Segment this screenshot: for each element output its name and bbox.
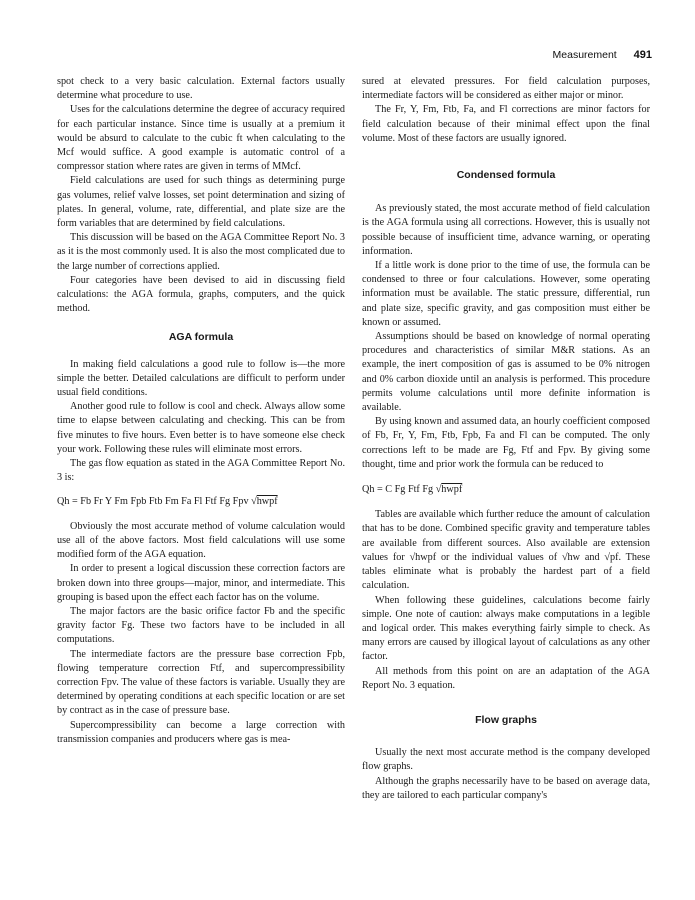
paragraph: The intermediate factors are the pressure base correction Fpb, flowing temperature correction Ftf, and supercompressibility correction Fpv. The value of these factors is variable. Usually they are determined by operating conditions at each specific location or are set by contract as in the case of pressure base.	[57, 648, 345, 717]
paragraph: In making field calculations a good rule to follow is—the more simple the better. Detailed calculations are difficult to perform under usual field conditions.	[57, 358, 345, 399]
paragraph: When following these guidelines, calculations become fairly simple. One note of caution: always make computations in a legible and logical order. This makes everything fairly simple to check. As many errors are caused by illogical layout of calculations as any other factor.	[362, 594, 650, 663]
equation-aga: Qh = Fb Fr Y Fm Fpb Ftb Fm Fa Fl Ftf Fg Fpv √hwpf	[57, 496, 278, 508]
paragraph: Four categories have been devised to aid in discussing field calculations: the AGA formula, graphs, computers, and the quick method.	[57, 274, 345, 315]
paragraph: Usually the next most accurate method is the company developed flow graphs.	[362, 747, 650, 773]
paragraph: If a little work is done prior to the time of use, the formula can be condensed to three or four calculations. However, some operating information must be available. The static pressure, differential, run and plate size, specific gravity, and gas composition must either be known or assumed.	[362, 260, 650, 328]
running-header	[553, 49, 652, 61]
page-number: 491	[633, 49, 652, 61]
paragraph: The major factors are the basic orifice factor Fb and the specific gravity factor Fg. These two factors have to be included in all computations.	[57, 605, 345, 646]
paragraph: In order to present a logical discussion these correction factors are broken down into three groups—major, minor, and intermediate. This grouping is based upon the effect each factor has on the volume.	[57, 563, 345, 603]
paragraph: Assumptions should be based on knowledge of normal operating procedures and characteristics of similar M&R stations. As an example, the inert composition of gas is assumed to be 0% nitrogen and 0% carbon dioxide until an analysis is performed. This procedure permits volume calculations until more definite information is available.	[362, 331, 650, 414]
equation-text: Qh = Fb Fr Y Fm Fpb Ftb Fm Fa Fl Ftf Fg Fpv	[57, 496, 249, 508]
paragraph: This discussion will be based on the AGA Committee Report No. 3 as it is the most commonly used. It is also the most complicated due to the large number of corrections applied.	[57, 232, 345, 272]
paragraph: Supercompressibility can become a large correction with transmission companies and producers where gas is mea-	[57, 719, 345, 745]
paragraph: As previously stated, the most accurate method of field calculation is the AGA formula using all corrections. However, this is usually not possible because of insufficient time, advance warning, or operating information.	[362, 203, 650, 257]
paragraph: spot check to a very basic calculation. External factors usually determine what procedure to use.	[57, 76, 345, 102]
section-heading-condensed-formula: Condensed formula	[456, 169, 556, 182]
paragraph: All methods from this point on are an adaptation of the AGA Report No. 3 equation.	[362, 665, 650, 691]
right-column	[362, 75, 650, 803]
paragraph: Uses for the calculations determine the degree of accuracy required for each particular instance. Since time is usually at a premium it would be absurd to calculate to the cubic ft when calculating to the Mcf would suffice. A good example is automatic control of a compressor station where rates are given in terms of MMcf.	[57, 104, 345, 173]
equation-condensed: Qh = C Fg Ftf Fg √hwpf	[362, 484, 463, 496]
paragraph: Obviously the most accurate method of volume calculation would use all of the above factors. Most field calculations will use some modified form of the AGA equation.	[57, 520, 345, 561]
section-heading-aga-formula: AGA formula	[168, 331, 234, 344]
paragraph: sured at elevated pressures. For field calculation purposes, intermediate factors will be considered as either major or minor.	[362, 76, 650, 102]
equation-text: Qh = C Fg Ftf Fg	[362, 484, 434, 496]
section-heading-flow-graphs: Flow graphs	[475, 713, 537, 726]
paragraph: The Fr, Y, Fm, Ftb, Fa, and Fl corrections are minor factors for field calculation because of their minimal effect upon the final volume. Most of these factors are usually ignored.	[362, 104, 650, 144]
equation-sqrt-term: hwpf	[441, 484, 463, 496]
paragraph: The gas flow equation as stated in the AGA Committee Report No. 3 is:	[57, 458, 345, 484]
paragraph: Another good rule to follow is cool and check. Always allow some time to elapse between calculating and checking. This can be from five minutes to five hours. Even better is to have someone else check your work. Following these rules will eliminate most errors.	[57, 401, 345, 455]
paragraph: Tables are available which further reduce the amount of calculation that has to be done. Combined specific gravity and temperature tables are available from different sources. Also available are extension values for √hwpf or the individual values of √hw and √pf. These tables eliminate what is probably the hardest part of a field calculation.	[362, 509, 650, 592]
equation-sqrt-term: hwpf	[256, 496, 278, 508]
paragraph: By using known and assumed data, an hourly coefficient composed of Fb, Fr, Y, Fm, Ftb, Fpb, Fa and Fl can be computed. The only corrections left to be made are Fg, Ftf and Fpv. By giving some thought, time and prior work the formula can be reduced to	[362, 416, 650, 470]
section-title: Measurement	[552, 49, 617, 61]
paragraph: Although the graphs necessarily have to be based on average data, they are tailored to each particular company's	[362, 775, 650, 801]
paragraph: Field calculations are used for such things as determining purge gas volumes, relief valve losses, set point determination and sizing of plates. In general, volume, rate, differential, and plate size are the form variables that are determined by field calculations.	[57, 175, 345, 230]
left-column	[57, 75, 345, 747]
